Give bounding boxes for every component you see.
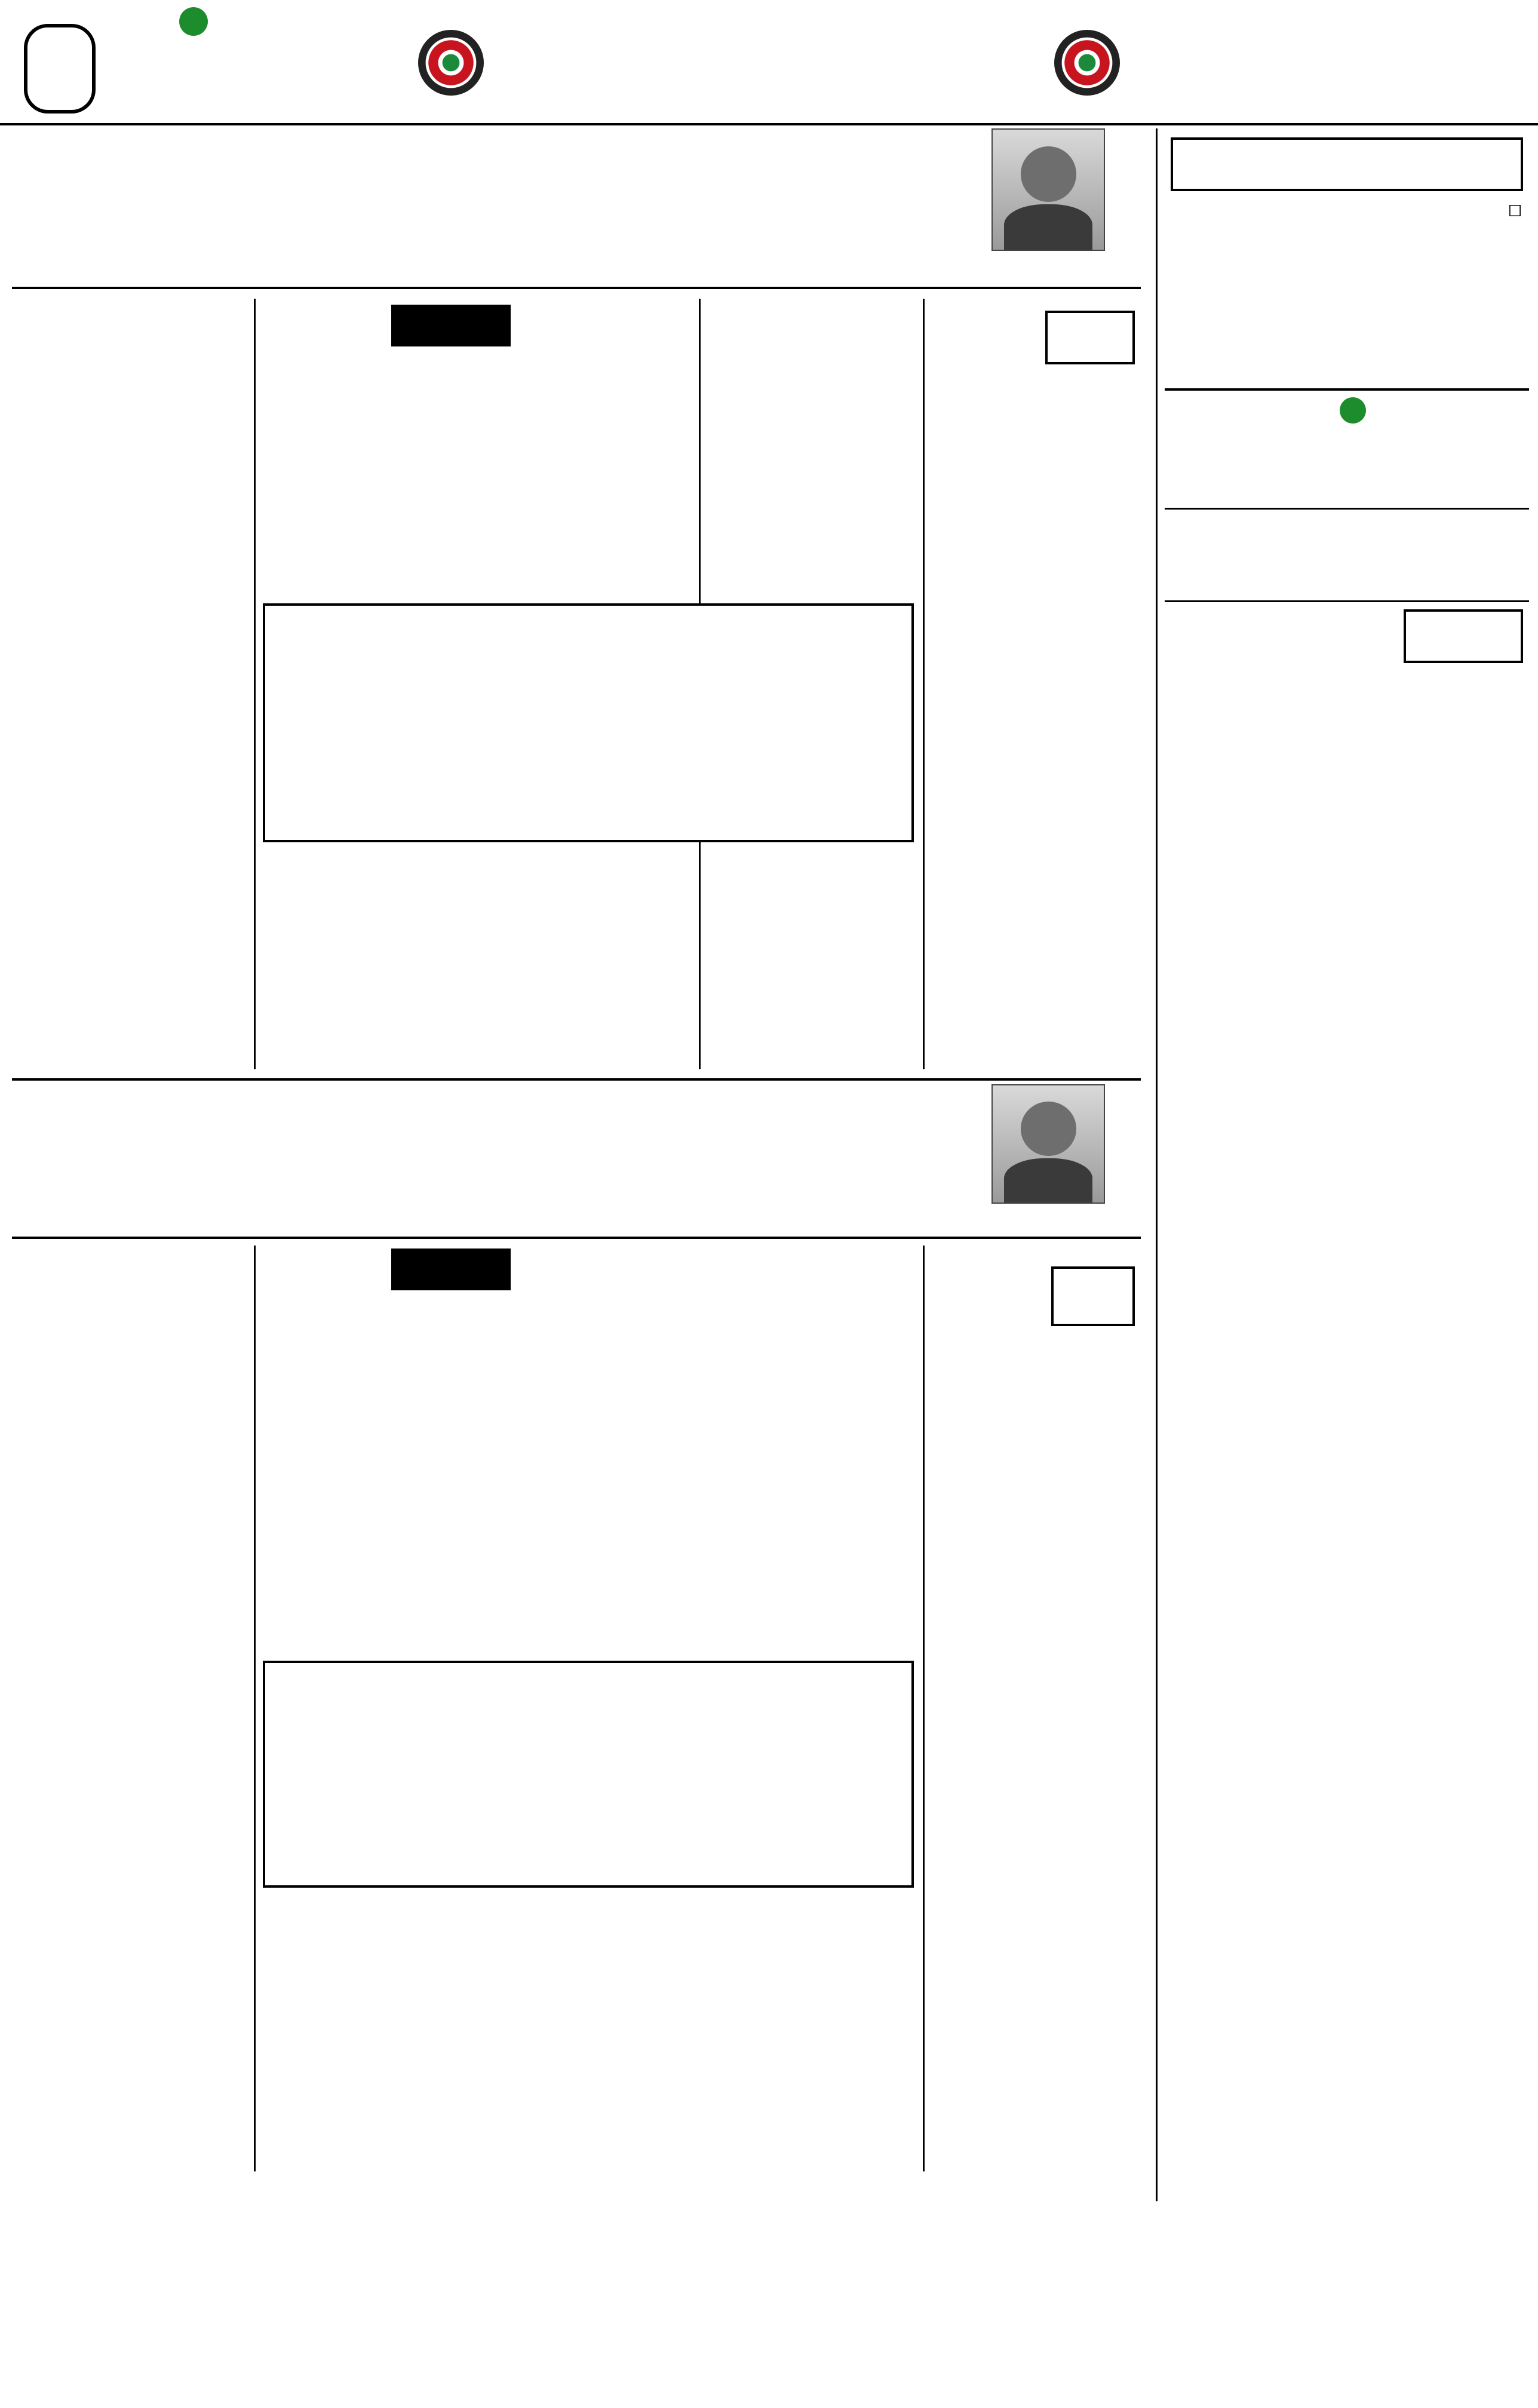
column-rule [923,1246,925,2171]
masthead [0,0,1538,125]
author1-photo [991,128,1105,251]
divider [1165,508,1529,510]
divider [12,1237,1141,1239]
aqwal-title [1171,137,1523,191]
divider [1165,600,1529,602]
article1-column-4 [263,352,478,597]
divider [12,287,1141,289]
divider [12,1078,1141,1081]
article2-column-1 [932,1246,1135,1932]
author2-photo [991,1084,1105,1204]
sahara-logo-small [1278,397,1428,424]
divider [1165,388,1529,391]
tag-review [391,305,511,346]
column-rule [254,299,256,1069]
article2-column-5 [18,1246,245,2118]
article1-column-3 [487,299,693,597]
article1-column-1 [932,299,1135,1069]
column-rule [254,1246,256,2171]
page-number [24,24,96,114]
logo-one-badge [1340,397,1366,424]
column-rule [923,299,925,1069]
sidebar-rule [1156,128,1158,2201]
flower-ornament-icon [1054,30,1120,96]
article2-column-2 [708,1246,914,1652]
flower-ornament-icon [418,30,484,96]
tag-flashback [391,1249,511,1290]
article2-column-4 [263,1296,478,1652]
article2-pull-quote [263,1661,914,1888]
article2-continuation [263,1897,914,2171]
article1-column-5 [18,299,245,1010]
aqwal-list [1171,200,1523,385]
article1-pull-quote [263,603,914,842]
article2-column-3 [487,1246,693,1652]
sahara-logo[interactable] [110,18,308,90]
sidebar-body [1171,609,1523,2097]
article1-continuation [263,848,914,1069]
